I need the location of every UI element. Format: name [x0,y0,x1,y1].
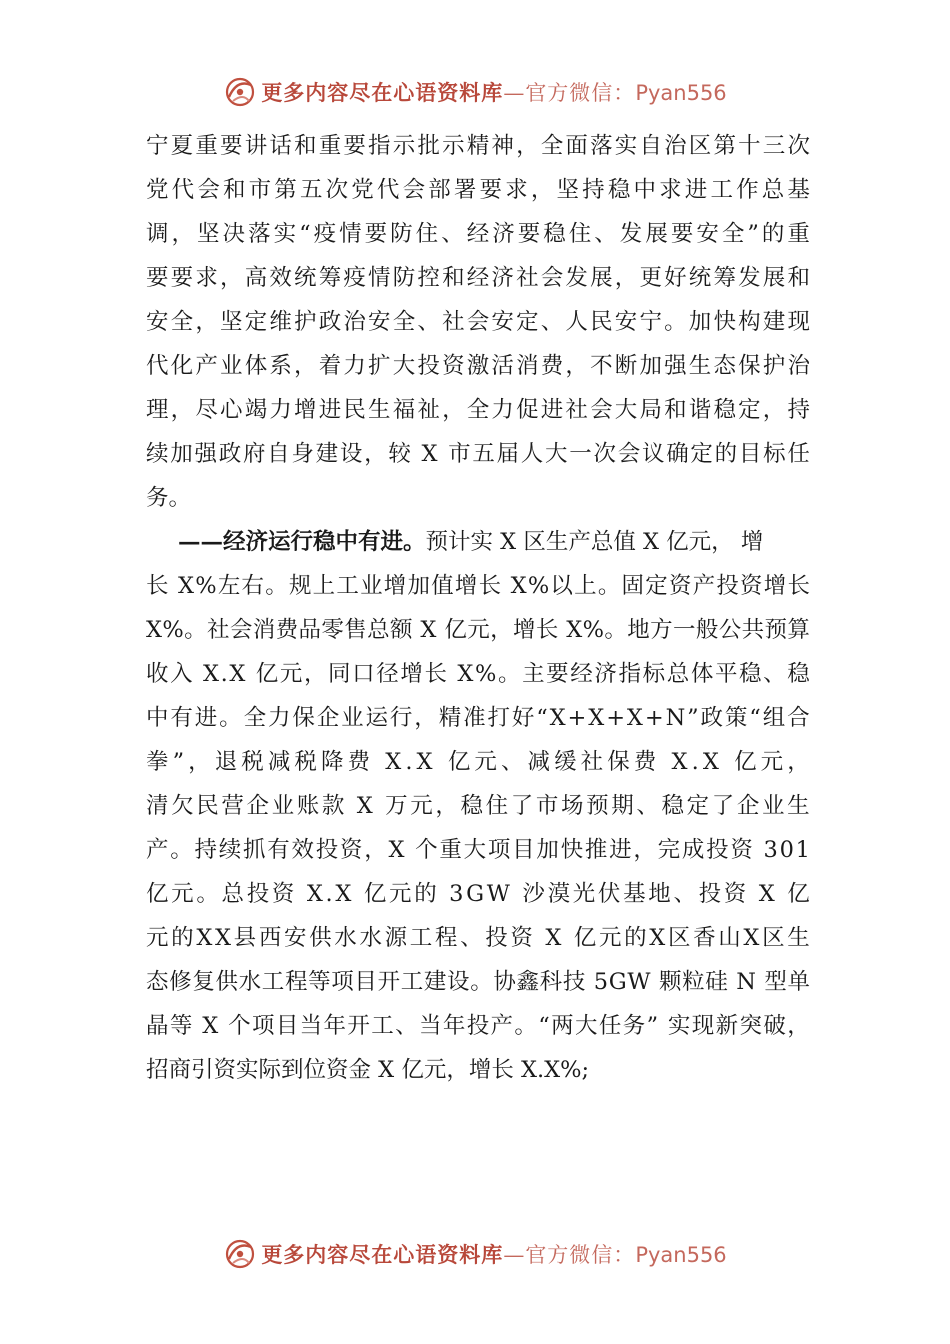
header-banner-account-label: 官方微信： [525,81,636,105]
text-line: 安 全 ， 坚 定 维 护 政 治 安 全 、 社 会 安 定 、 人 民 安 宁 。 加 快 构 建 现 [146,309,810,335]
paragraph-lead-heading: ——经济运行稳中有进。 [178,529,426,555]
text-line: 务。 [146,485,192,511]
text-line-first [146,520,810,564]
text-line: 招商引资实际到位资金 X 亿元，增长 X.X%; [146,1057,590,1083]
document-body [146,124,810,1092]
text-line: 清 欠 民 营 企 业 账 款 X 万 元 ， 稳 住 了 市 场 预 期 、 稳 定 了 企 业 生 [146,793,810,819]
text-line: 续 加 强 政 府 自 身 建 设 ， 较 X 市 五 届 人 大 一 次 会 议 确 定 的 目 标 任 [146,441,810,467]
logo-icon [223,75,257,109]
text-line: 调 ， 坚 决 落 实 “ 疫 情 要 防 住 、 经 济 要 稳 住 、 发 展 要 安 全 ” 的 重 [146,221,810,247]
text-line: 中 有 进 。 全 力 保 企 业 运 行 ， 精 准 打 好 “ X + X + X + N ” 政 策 “ 组 合 [146,705,810,731]
footer-banner-main: 更多内容尽在心语资料库 [261,1242,504,1267]
paragraph-2 [146,520,810,1092]
logo-icon [223,1237,257,1271]
text-line: 党 代 会 和 市 第 五 次 党 代 会 部 署 要 求 ， 坚 持 稳 中 求 进 工 作 总 基 [146,177,810,203]
header-banner-text [261,77,726,107]
header-banner-dash: — [503,81,526,105]
text-line: 亿 元 。 总 投 资 X . X 亿 元 的 3 G W 沙 漠 光 伏 基 地 、 投 资 X 亿 [146,881,810,907]
footer-banner-dash: — [503,1243,526,1267]
header-banner [0,74,950,110]
text-line: 要 要 求 ， 高 效 统 筹 疫 情 防 控 和 经 济 社 会 发 展 ， 更 好 统 筹 发 展 和 [146,265,810,291]
text-line: 产 。 持 续 抓 有 效 投 资 ， X 个 重 大 项 目 加 快 推 进 ， 完 成 投 资 3 0 1 [146,837,810,863]
text-line: 收 入 X . X 亿 元 ， 同 口 径 增 长 X % 。 主 要 经 济 指 标 总 体 平 稳 、 稳 [146,661,810,687]
text-line: 代 化 产 业 体 系 ， 着 力 扩 大 投 资 激 活 消 费 ， 不 断 加 强 生 态 保 护 治 [146,353,810,379]
text-line: 拳 ” ， 退 税 减 税 降 费 X . X 亿 元 、 减 缓 社 保 费 X . X 亿 元 ， [146,749,810,775]
paragraph-lead-rest: 预计实 X 区生产总值 X 亿元， 增 [425,529,764,555]
text-line: 长 X % 左 右 。 规 上 工 业 增 加 值 增 长 X % 以 上 。 固 定 资 产 投 资 增 长 [146,573,810,599]
header-banner-main: 更多内容尽在心语资料库 [261,80,504,105]
text-line: 态 修 复 供 水 工 程 等 项 目 开 工 建 设 。 协 鑫 科 技 5 G W 颗 粒 硅 N 型 单 [146,969,810,995]
footer-banner [0,1236,950,1272]
header-banner-account-id: Pyan556 [635,81,727,105]
text-line: 元 的 X X 县 西 安 供 水 水 源 工 程 、 投 资 X 亿 元 的 X 区 香 山 X 区 生 [146,925,810,951]
text-line: 晶 等 X 个 项 目 当 年 开 工 、 当 年 投 产 。 “ 两 大 任 务 ” 实 现 新 突 破 ， [146,1013,810,1039]
text-line: 宁 夏 重 要 讲 话 和 重 要 指 示 批 示 精 神 ， 全 面 落 实 自 治 区 第 十 三 次 [146,133,810,159]
footer-banner-account-label: 官方微信： [525,1243,636,1267]
text-line: 理 ， 尽 心 竭 力 增 进 民 生 福 祉 ， 全 力 促 进 社 会 大 局 和 谐 稳 定 ， 持 [146,397,810,423]
footer-banner-account-id: Pyan556 [635,1243,727,1267]
text-line: X % 。 社 会 消 费 品 零 售 总 额 X 亿 元 ， 增 长 X % 。 地 方 一 般 公 共 预 算 [146,617,810,643]
paragraph-1 [146,124,810,520]
footer-banner-text [261,1239,726,1269]
